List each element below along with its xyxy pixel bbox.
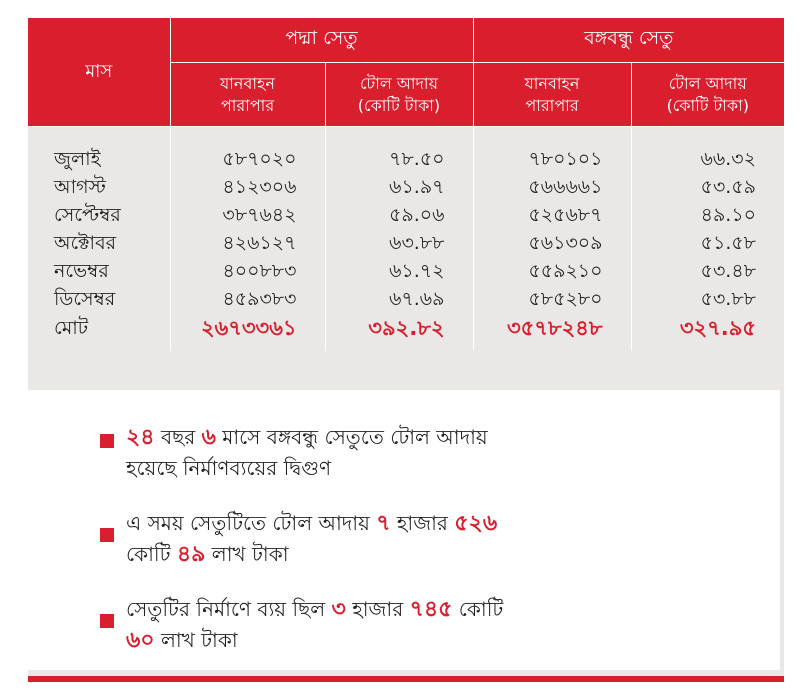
table-cell-b-toll: ৪৯.১০ xyxy=(700,204,757,226)
table-cell-month: অক্টোবর xyxy=(54,232,117,254)
column-padma-toll xyxy=(325,127,473,352)
header-padma-toll: টোল আদায় (কোটি টাকা) xyxy=(325,63,473,127)
note-toll-duration: ২৪ বছর ৬ মাসে বঙ্গবন্ধু সেতুতে টোল আদায় হয়েছে নির্মাণব্যয়ের দ্বিগুণ xyxy=(126,425,488,480)
table-cell-p-toll: ৬৩.৮৮ xyxy=(389,232,445,254)
bullet-square-icon xyxy=(100,614,114,628)
table-cell-p-vehicles: ৫৮৭০২০ xyxy=(222,148,297,170)
table-cell-b-vehicles: ৫৬৬৬৬১ xyxy=(528,176,603,198)
table-cell-b-vehicles: ৫২৫৬৮৭ xyxy=(528,204,603,226)
column-bangabandhu-vehicles xyxy=(473,127,631,352)
table-body-row xyxy=(28,127,784,352)
total-cell-b-toll: ৩২৭.৯৫ xyxy=(679,316,757,340)
table-cell-month: ডিসেম্বর xyxy=(54,288,116,310)
table-cell-b-vehicles: ৫৬১৩০৯ xyxy=(528,232,603,254)
table-cell-b-vehicles: ৭৮০১০১ xyxy=(528,148,603,170)
note-toll-total: এ সময় সেতুটিতে টোল আদায় ৭ হাজার ৫২৬ কোটি ৪৯ লাখ টাকা xyxy=(126,511,498,567)
total-cell-month: মোট xyxy=(54,317,89,339)
table-cell-p-toll: ৬৭.৬৯ xyxy=(389,288,445,310)
table-cell-p-vehicles: ৩৮৭৬৪২ xyxy=(222,204,297,226)
header-padma-vehicles: যানবাহন পারাপার xyxy=(170,63,325,127)
table-cell-b-vehicles: ৫৮৫২৮০ xyxy=(528,288,603,310)
table-cell-b-toll: ৫৩.৪৮ xyxy=(700,260,757,282)
header-bangabandhu-toll: টোল আদায় (কোটি টাকা) xyxy=(631,63,784,127)
note-construction-cost: সেতুটির নির্মাণে ব্যয় ছিল ৩ হাজার ৭৪৫ কোটি ৬০ লাখ টাকা xyxy=(126,597,504,653)
table-cell-p-toll: ৫৯.০৬ xyxy=(389,204,445,226)
table-cell-month: জুলাই xyxy=(54,148,101,170)
total-cell-b-vehicles: ৩৫৭৮২৪৮ xyxy=(507,316,603,340)
column-bangabandhu-toll xyxy=(631,127,784,352)
header-month: মাস xyxy=(28,18,170,127)
table-cell-month: নভেম্বর xyxy=(54,260,109,282)
column-month xyxy=(28,127,170,352)
table-header-row xyxy=(28,18,784,63)
table-cell-month: সেপ্টেম্বর xyxy=(54,204,121,226)
table-cell-p-vehicles: ৪২৬১২৭ xyxy=(222,232,297,254)
total-cell-p-vehicles: ২৬৭৩৩৬১ xyxy=(200,316,297,340)
table-cell-p-vehicles: ৪০০৮৮৩ xyxy=(222,260,297,282)
table-cell-b-toll: ৫৩.৫৯ xyxy=(700,176,757,198)
toll-table xyxy=(28,18,784,351)
header-bangabandhu-bridge: বঙ্গবন্ধু সেতু xyxy=(473,18,784,63)
table-cell-b-toll: ৫১.৫৮ xyxy=(700,232,757,254)
table-cell-p-toll: ৬১.৯৭ xyxy=(389,176,445,198)
table-cell-p-toll: ৭৮.৫০ xyxy=(389,148,445,170)
table-cell-b-toll: ৬৬.৩২ xyxy=(700,148,757,170)
table-cell-p-toll: ৬১.৭২ xyxy=(389,260,445,282)
table-cell-b-toll: ৫৩.৮৮ xyxy=(700,288,757,310)
table-cell-p-vehicles: ৪৫৯৩৮৩ xyxy=(222,288,297,310)
header-bangabandhu-vehicles: যানবাহন পারাপার xyxy=(473,63,631,127)
bullet-square-icon xyxy=(100,528,114,542)
table-cell-month: আগস্ট xyxy=(54,176,106,198)
column-padma-vehicles xyxy=(170,127,325,352)
header-padma-bridge: পদ্মা সেতু xyxy=(170,18,473,63)
notes-box xyxy=(28,390,780,670)
table-cell-p-vehicles: ৪১২৩০৬ xyxy=(222,176,297,198)
infographic-panel xyxy=(28,18,784,681)
total-cell-p-toll: ৩৯২.৮২ xyxy=(368,316,445,340)
bottom-rule xyxy=(28,676,784,682)
table-cell-b-vehicles: ৫৫৯২১০ xyxy=(528,260,603,282)
bullet-square-icon xyxy=(100,434,114,448)
